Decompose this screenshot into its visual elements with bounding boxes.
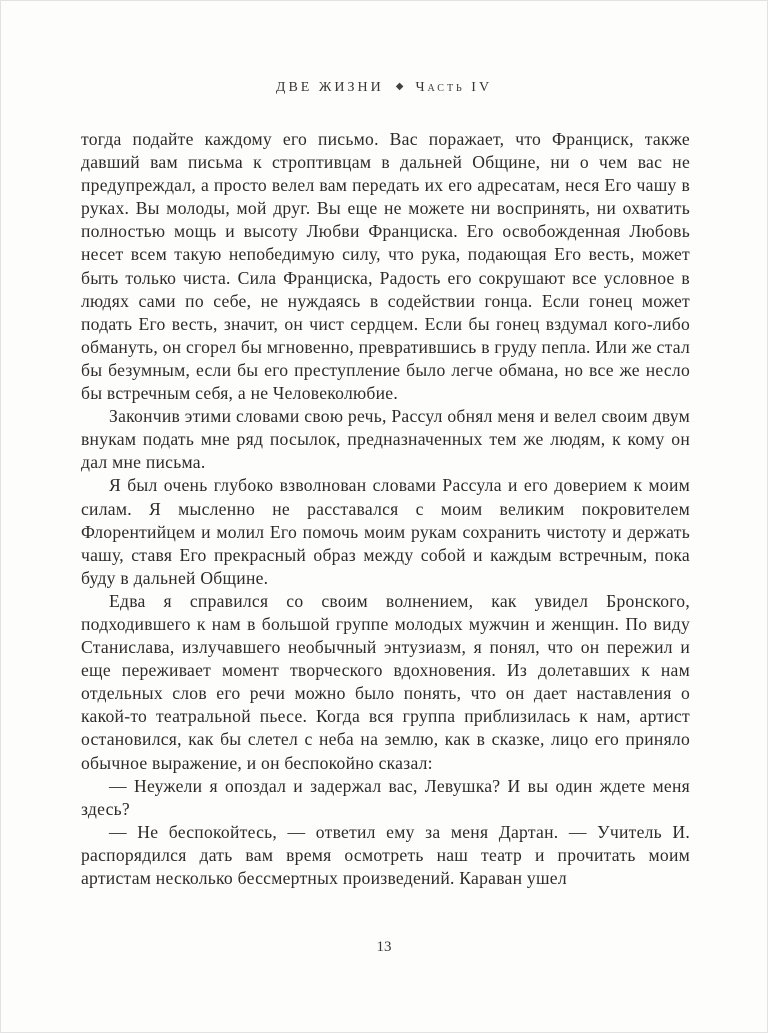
running-head [1,80,767,96]
diamond-ornament-icon: ◆ [395,81,404,92]
page-number: 13 [376,939,392,955]
body-text [81,128,690,890]
paragraph: Едва я справился со своим волнением, как увидел Бронского, подходившего к нам в большой группе молодых мужчин и женщин. По виду Станислава, излучавшего необычный энтузиазм, я понял, что он пережил и еще переживает момент творческого вдохновения. Из долетавших к нам отдельных слов его речи можно было понять, что он дает наставления о какой-то театральной пьесе. Когда вся группа приблизилась к нам, артист остановился, как бы слетел с неба на землю, как в сказке, лицо его приняло обычное выражение, и он беспокойно сказал: [81,590,690,773]
paragraph-dialogue: — Неужели я опоздал и задержал вас, Левушка? И вы один ждете меня здесь? [81,775,690,819]
paragraph-continuation: тогда подайте каждому его письмо. Вас поражает, что Франциск, также давший вам письма к строптивцам в дальней Общине, ни о чем вас не предупреждал, а просто велел вам передать их его адресатам, неся Его чашу в руках. Вы молоды, мой друг. Вы еще не можете ни воспринять, ни охватить полностью мощь и высоту Любви Франциска. Его освобожденная Любовь несет всем такую непобедимую силу, что рука, подающая Его весть, может быть только чиста. Сила Франциска, Радость его сокрушают все условное в людях сами по себе, не нуждаясь в содействии гонца. Если гонец может подать Его весть, значит, он чист сердцем. Если бы гонец вздумал кого-либо обмануть, он сгорел бы мгновенно, превратившись в груду пепла. Или же стал бы безумным, если бы его преступление было легче обмана, но все же несло бы встречным себя, а не Человеколюбие. [81,129,690,404]
book-title: ДВЕ ЖИЗНИ [275,80,384,95]
paragraph: Закончив этими словами свою речь, Рассул обнял меня и велел своим двум внукам подать мне ряд посылок, предназначенных тем же людям, к кому он дал мне письма. [81,406,690,473]
paragraph: Я был очень глубоко взволнован словами Рассула и его доверием к моим силам. Я мысленно не расставался с моим великим покровителем Флорентийцем и молил Его помочь моим рукам сохранить чистоту и держать чашу, ставя Его прекрасный образ между собой и каждым встречным, пока буду в дальней Общине. [81,475,690,588]
paragraph-dialogue: — Не беспокойтесь, — ответил ему за меня Дартан. — Учитель И. распорядился дать вам время осмотреть наш театр и прочитать моим артистам несколько бессмертных произведений. Караван ушел [81,821,690,888]
part-title: Часть IV [415,80,493,95]
